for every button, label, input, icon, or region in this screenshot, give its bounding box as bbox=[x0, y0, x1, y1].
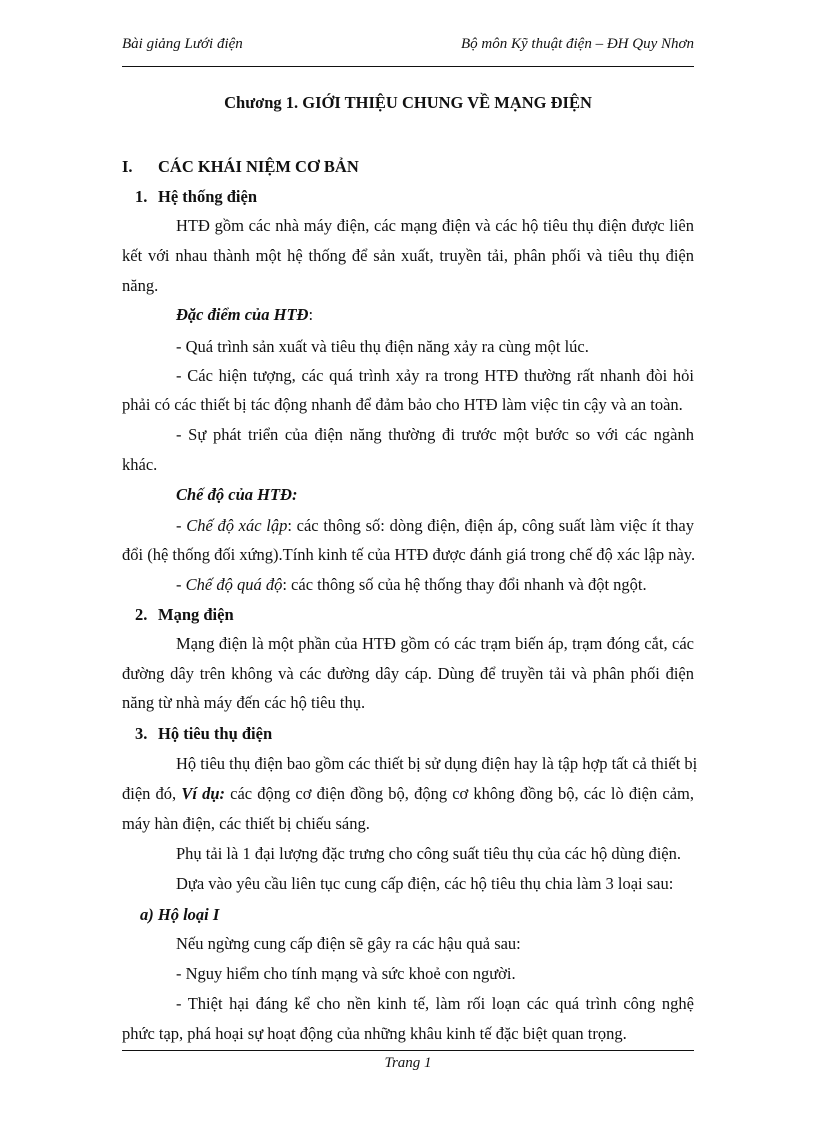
bullet-dash: - bbox=[176, 516, 187, 535]
paragraph-line: đường dây trên không và các đường dây cáp. Dùng để truyền tải và phân phối điện bbox=[122, 664, 694, 683]
paragraph-line: Phụ tải là 1 đại lượng đặc trưng cho công suất tiêu thụ của các hộ dùng điện. bbox=[176, 844, 681, 863]
bullet-line: phải có các thiết bị tác động nhanh để đảm bảo cho HTĐ làm việc tin cậy và an toàn. bbox=[122, 395, 683, 414]
paragraph-line: Hộ tiêu thụ điện bao gồm các thiết bị sử dụng điện hay là tập hợp tất cả thiết bị bbox=[176, 754, 698, 773]
header-department: Bộ môn Kỹ thuật điện – ĐH Quy Nhơn bbox=[461, 36, 694, 52]
paragraph-line: Nếu ngừng cung cấp điện sẽ gây ra các hậu quả sau: bbox=[176, 934, 521, 953]
subsection-heading-2 bbox=[135, 605, 707, 625]
example-label: Ví dụ: bbox=[181, 784, 225, 803]
header-course-title: Bài giảng Lưới điện bbox=[122, 36, 243, 52]
text-run: điện đó, bbox=[122, 784, 182, 803]
paragraph-line: năng. bbox=[122, 276, 159, 295]
term: Chế độ quá độ bbox=[185, 575, 283, 594]
bullet-line: - Quá trình sản xuất và tiêu thụ điện năng xảy ra cùng một lúc. bbox=[176, 337, 589, 356]
section-number: I. bbox=[122, 157, 133, 176]
section-heading bbox=[122, 157, 694, 177]
chapter-title: Chương 1. GIỚI THIỆU CHUNG VỀ MẠNG ĐIỆN bbox=[224, 93, 592, 112]
bullet-line: - Thiệt hại đáng kể cho nền kinh tế, làm rối loạn các quá trình công nghệ bbox=[176, 994, 694, 1013]
bullet-line: - Nguy hiểm cho tính mạng và sức khoẻ con người. bbox=[176, 964, 516, 983]
paragraph-line: máy hàn điện, các thiết bị chiếu sáng. bbox=[122, 814, 370, 833]
subsection-title: Hộ tiêu thụ điện bbox=[158, 724, 273, 743]
paragraph-line: HTĐ gồm các nhà máy điện, các mạng điện và các hộ tiêu thụ điện được liên bbox=[176, 216, 694, 235]
subsection-heading-3 bbox=[135, 724, 707, 744]
page-number: Trang 1 bbox=[384, 1055, 432, 1071]
features-label: Đặc điểm của HTĐ bbox=[176, 305, 309, 324]
paragraph-line bbox=[122, 784, 694, 804]
bullet-line: - Các hiện tượng, các quá trình xảy ra trong HTĐ thường rất nhanh đòi hỏi bbox=[176, 366, 694, 385]
header-divider bbox=[122, 66, 694, 67]
bullet-line: khác. bbox=[122, 455, 158, 474]
subsection-number: 1. bbox=[135, 187, 148, 206]
term: Chế độ xác lập bbox=[186, 516, 288, 535]
section-title: CÁC KHÁI NIỆM CƠ BẢN bbox=[158, 157, 359, 176]
paragraph-line: kết với nhau thành một hệ thống để sản xuất, truyền tải, phân phối và tiêu thụ điện bbox=[122, 246, 694, 265]
type1-heading: a) Hộ loại I bbox=[140, 905, 220, 924]
bullet-line: phức tạp, phá hoại sự hoạt động của những khâu kinh tế đặc biệt quan trọng. bbox=[122, 1024, 627, 1043]
paragraph-line: năng từ nhà máy đến các hộ tiêu thụ. bbox=[122, 693, 366, 712]
features-heading bbox=[176, 305, 748, 325]
footer-divider bbox=[122, 1050, 694, 1051]
subsection-title: Hệ thống điện bbox=[158, 187, 258, 206]
features-colon: : bbox=[308, 305, 314, 324]
bullet-line: đổi (hệ thống đối xứng).Tính kinh tế của HTĐ được đánh giá trong chế độ xác lập này. bbox=[122, 545, 696, 564]
modes-heading: Chế độ của HTĐ: bbox=[176, 485, 298, 504]
bullet-line bbox=[176, 516, 694, 536]
bullet-dash: - bbox=[176, 575, 186, 594]
bullet-text: : các thông số: dòng điện, điện áp, công suất làm việc ít thay bbox=[287, 516, 694, 535]
subsection-title: Mạng điện bbox=[158, 605, 234, 624]
paragraph-line: Dựa vào yêu cầu liên tục cung cấp điện, các hộ tiêu thụ chia làm 3 loại sau: bbox=[176, 874, 674, 893]
subsection-number: 2. bbox=[135, 605, 148, 624]
paragraph-line: Mạng điện là một phần của HTĐ gồm có các trạm biến áp, trạm đóng cắt, các bbox=[176, 634, 694, 653]
bullet-text: : các thông số của hệ thống thay đổi nhanh và đột ngột. bbox=[282, 575, 647, 594]
bullet-line bbox=[176, 575, 748, 595]
bullet-line: - Sự phát triển của điện năng thường đi trước một bước so với các ngành bbox=[176, 425, 694, 444]
subsection-number: 3. bbox=[135, 724, 148, 743]
text-run: các động cơ điện đồng bộ, động cơ không đồng bộ, các lò điện cảm, bbox=[225, 784, 694, 803]
subsection-heading-1 bbox=[135, 187, 707, 207]
